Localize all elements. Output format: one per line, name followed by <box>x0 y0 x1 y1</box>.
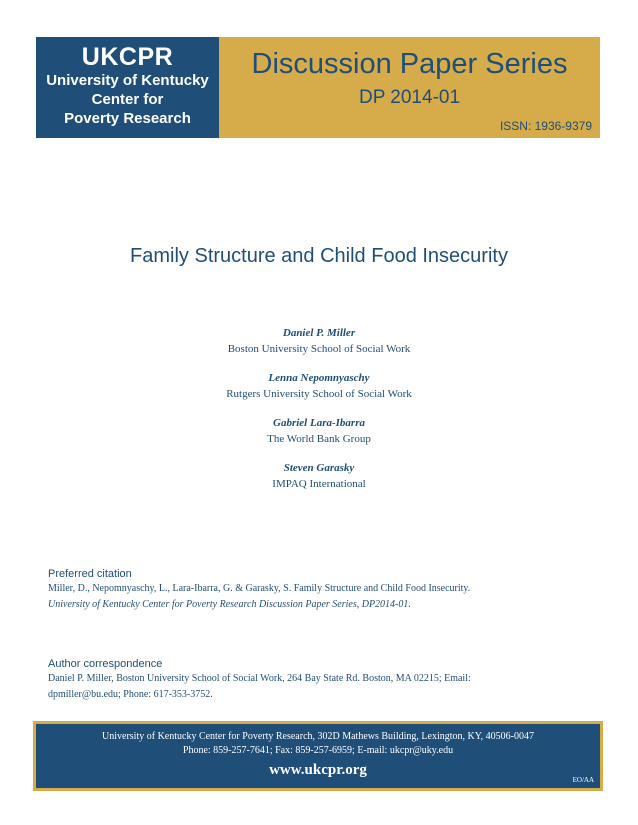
correspondence-line-2: dpmiller@bu.edu; Phone: 617-353-3752. <box>48 689 213 700</box>
author-affiliation: The World Bank Group <box>267 433 371 445</box>
author-list <box>0 325 638 505</box>
ukcpr-logo-block <box>36 37 219 138</box>
footer-banner <box>33 721 603 791</box>
issn: ISSN: 1936-9379 <box>499 119 592 133</box>
org-acronym: UKCPR <box>81 43 174 71</box>
author-name: Daniel P. Miller <box>282 327 356 339</box>
author-affiliation: Rutgers University School of Social Work <box>226 388 412 400</box>
author-entry <box>0 325 638 357</box>
org-name-line-2: Center for <box>91 91 164 108</box>
author-affiliation: Boston University School of Social Work <box>227 343 411 355</box>
footer-address: University of Kentucky Center for Poverty Research, 302D Mathews Building, Lexington, KY, 40506-0047 <box>102 731 534 742</box>
author-name: Gabriel Lara-Ibarra <box>273 417 365 429</box>
author-affiliation: IMPAQ International <box>272 478 366 490</box>
series-block <box>219 37 600 138</box>
footer-contact: Phone: 859-257-7641; Fax: 859-257-6959; E-mail: ukcpr@uky.edu <box>182 745 454 756</box>
author-entry <box>0 460 638 492</box>
eoaa-mark: EO/AA <box>572 776 594 784</box>
citation-label: Preferred citation <box>48 568 132 580</box>
citation-source: University of Kentucky Center for Poverty Research Discussion Paper Series, DP2014-01. <box>48 599 411 610</box>
preferred-citation <box>48 567 596 613</box>
org-name-line-1: University of Kentucky <box>46 72 209 89</box>
correspondence-label: Author correspondence <box>48 658 163 670</box>
org-name-line-3: Poverty Research <box>64 110 191 127</box>
citation-text: Miller, D., Nepomnyaschy, L., Lara-Ibarra, G. & Garasky, S. Family Structure and Child Food Insecurity. <box>48 583 471 594</box>
correspondence-line-1: Daniel P. Miller, Boston University School of Social Work, 264 Bay State Rd. Boston, MA 02215; Email: <box>48 673 471 684</box>
author-entry <box>0 370 638 402</box>
paper-title: Family Structure and Child Food Insecurity <box>130 245 508 267</box>
footer-inner <box>36 724 600 788</box>
header-banner <box>36 37 600 138</box>
author-correspondence <box>48 657 596 703</box>
dp-number: DP 2014-01 <box>358 87 461 108</box>
series-title: Discussion Paper Series <box>251 48 568 80</box>
author-name: Steven Garasky <box>283 462 355 474</box>
author-name: Lenna Nepomnyaschy <box>268 372 370 384</box>
author-entry <box>0 415 638 447</box>
website-link[interactable]: www.ukcpr.org <box>269 762 367 778</box>
